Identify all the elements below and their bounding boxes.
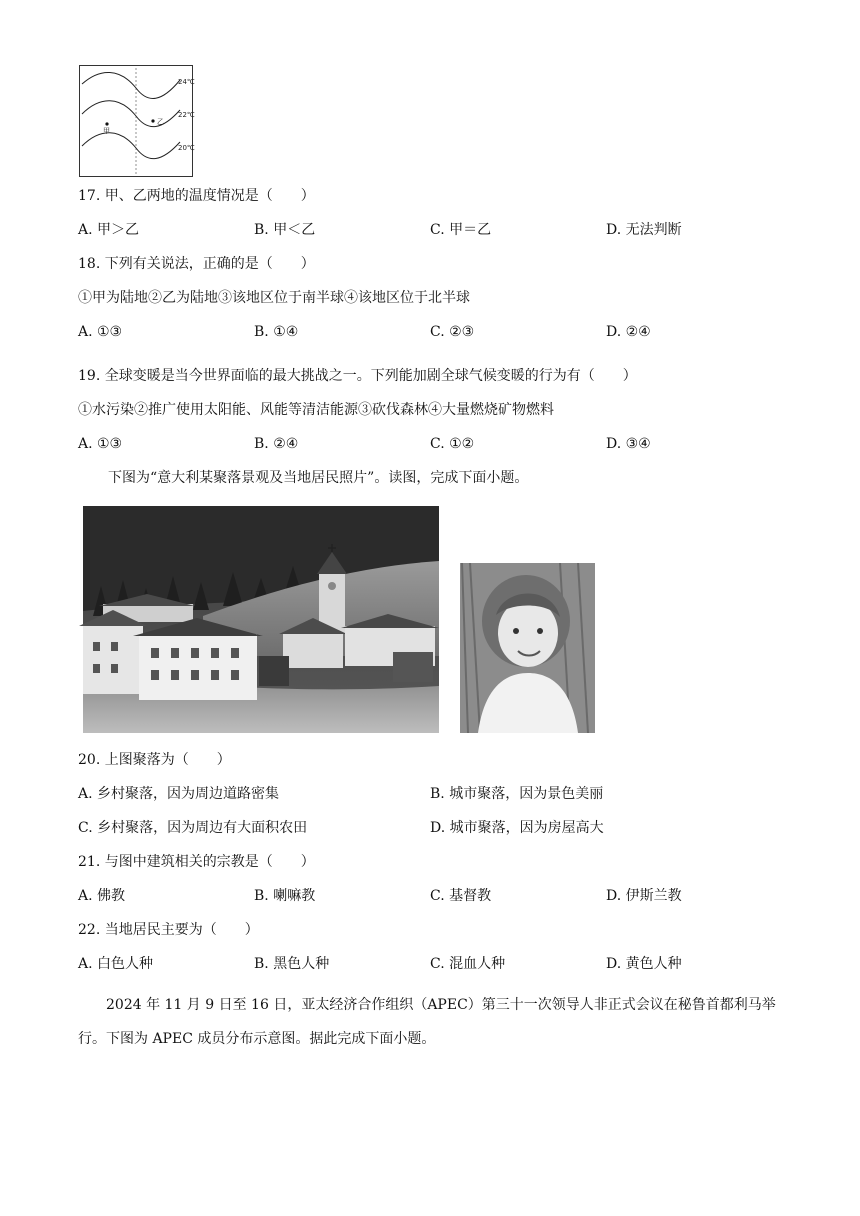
isotherm-label-20: 20℃ bbox=[178, 144, 195, 152]
question-17-stem: 17. 甲、乙两地的温度情况是（ ） bbox=[78, 188, 315, 204]
question-21-stem: 21. 与图中建筑相关的宗教是（ ） bbox=[78, 854, 315, 870]
q18-option-b: B. ①④ bbox=[254, 324, 299, 340]
q21-option-b: B. 喇嘛教 bbox=[254, 888, 316, 904]
question-18-statement: ①甲为陆地②乙为陆地③该地区位于南半球④该地区位于北半球 bbox=[78, 290, 470, 306]
q18-option-c: C. ②③ bbox=[430, 324, 475, 340]
q17-option-a: A. 甲＞乙 bbox=[78, 222, 140, 238]
q20-option-c: C. 乡村聚落，因为周边有大面积农田 bbox=[78, 820, 308, 836]
q22-option-b: B. 黑色人种 bbox=[254, 956, 330, 972]
q22-option-a: A. 白色人种 bbox=[78, 956, 154, 972]
point-yi-label: 乙 bbox=[157, 118, 164, 126]
q20-option-a: A. 乡村聚落，因为周边道路密集 bbox=[78, 786, 280, 802]
q22-option-c: C. 混血人种 bbox=[430, 956, 506, 972]
q19-option-b: B. ②④ bbox=[254, 436, 299, 452]
question-18-stem: 18. 下列有关说法，正确的是（ ） bbox=[78, 256, 315, 272]
italy-intro: 下图为“意大利某聚落景观及当地居民照片”。读图，完成下面小题。 bbox=[108, 470, 529, 486]
q21-option-c: C. 基督教 bbox=[430, 888, 492, 904]
q20-option-b: B. 城市聚落，因为景色美丽 bbox=[430, 786, 604, 802]
q22-option-d: D. 黄色人种 bbox=[606, 956, 682, 972]
isotherm-label-24: 24℃ bbox=[178, 78, 195, 86]
question-19-statement: ①水污染②推广使用太阳能、风能等清洁能源③砍伐森林④大量燃烧矿物燃料 bbox=[78, 402, 554, 418]
q19-option-a: A. ①③ bbox=[78, 436, 123, 452]
q20-option-d: D. 城市聚落，因为房屋高大 bbox=[430, 820, 604, 836]
q19-option-d: D. ③④ bbox=[606, 436, 651, 452]
isotherm-label-22: 22℃ bbox=[178, 111, 195, 119]
isotherm-figure bbox=[79, 65, 193, 177]
village-photo bbox=[83, 506, 439, 733]
question-22-stem: 22. 当地居民主要为（ ） bbox=[78, 922, 259, 938]
q19-option-c: C. ①② bbox=[430, 436, 475, 452]
question-20-stem: 20. 上图聚落为（ ） bbox=[78, 752, 231, 768]
q17-option-c: C. 甲＝乙 bbox=[430, 222, 492, 238]
q18-option-a: A. ①③ bbox=[78, 324, 123, 340]
q21-option-d: D. 伊斯兰教 bbox=[606, 888, 682, 904]
apec-intro: 2024 年 11 月 9 日至 16 日，亚太经济合作组织（APEC）第三十一次领导人非正式会议在秘鲁首都利马举行。下图为 APEC 成员分布示意图。据此完成下面小题。 bbox=[78, 997, 776, 1047]
q17-option-b: B. 甲＜乙 bbox=[254, 222, 316, 238]
point-jia-label: 甲 bbox=[103, 127, 110, 135]
q17-option-d: D. 无法判断 bbox=[606, 222, 682, 238]
question-19-stem: 19. 全球变暖是当今世界面临的最大挑战之一。下列能加剧全球气候变暖的行为有（ ） bbox=[78, 368, 637, 384]
resident-photo bbox=[460, 563, 595, 733]
q18-option-d: D. ②④ bbox=[606, 324, 651, 340]
q21-option-a: A. 佛教 bbox=[78, 888, 126, 904]
